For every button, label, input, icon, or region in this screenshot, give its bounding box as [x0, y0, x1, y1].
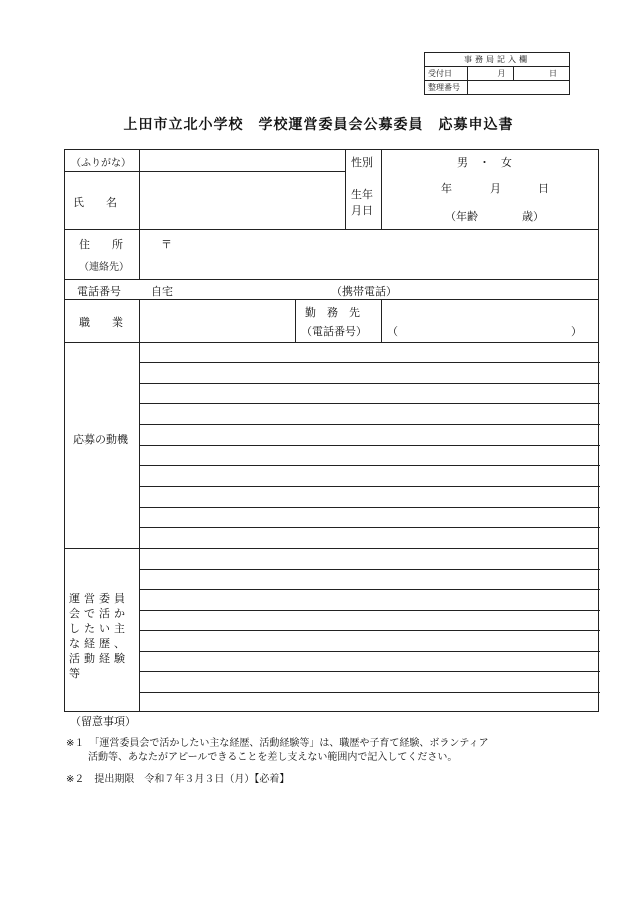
address-sub-label: （連絡先）: [79, 262, 129, 273]
motive-label: 応募の動機: [73, 433, 128, 446]
furigana-label: （ふりがな）: [71, 158, 131, 169]
name-field[interactable]: [147, 180, 337, 220]
name-label: 氏 名: [73, 196, 117, 209]
birth-day-unit: 日: [538, 182, 549, 195]
phone-label: 電話番号: [77, 285, 121, 298]
note-1-line-1: ※１ 「運営委員会で活かしたい主な経歴、活動経験等」は、職歴や子育て経験、ボランティア: [66, 738, 489, 749]
birth-year-unit: 年: [441, 182, 452, 195]
application-form: [64, 149, 599, 712]
notes-heading: （留意事項）: [70, 715, 136, 728]
furigana-field[interactable]: [147, 154, 337, 168]
reference-number-field[interactable]: [468, 81, 570, 95]
paren-close: ）: [571, 325, 582, 338]
received-month: 月: [468, 67, 514, 81]
job-label: 職 業: [79, 316, 123, 329]
workplace-label: 勤 務 先: [305, 306, 360, 319]
experience-label: 運営委員会で活かしたい主な経歴、活動経験等: [69, 592, 129, 680]
birth-label-2: 月日: [351, 204, 373, 217]
office-use-box: [424, 52, 570, 95]
gender-label: 性別: [351, 156, 373, 169]
age-field[interactable]: （年齢 歳）: [445, 210, 544, 223]
birth-label-1: 生年: [351, 188, 373, 201]
birth-month-unit: 月: [490, 182, 501, 195]
page-title: 上田市立北小学校 学校運営委員会公募委員 応募申込書: [123, 117, 514, 133]
mobile-phone-label: （携帯電話）: [331, 285, 397, 298]
paren-open: （: [387, 325, 398, 338]
address-label: 住 所: [79, 238, 123, 251]
postal-mark: 〒: [161, 238, 172, 251]
received-date-label: 受付日: [425, 67, 468, 81]
workplace-phone-label: （電話番号）: [301, 325, 367, 338]
office-use-header: 事務局記入欄: [425, 53, 570, 67]
received-day: 日: [514, 67, 570, 81]
home-phone-label: 自宅: [151, 285, 173, 298]
note-2: ※２ 提出期限 令和７年３月３日（月）【必着】: [66, 774, 290, 785]
gender-options[interactable]: 男 ・ 女: [457, 156, 512, 169]
note-1-line-2: 活動等、あなたがアピールできることを差し支えない範囲内で記入してください。: [88, 752, 458, 763]
reference-number-label: 整理番号: [425, 81, 468, 95]
